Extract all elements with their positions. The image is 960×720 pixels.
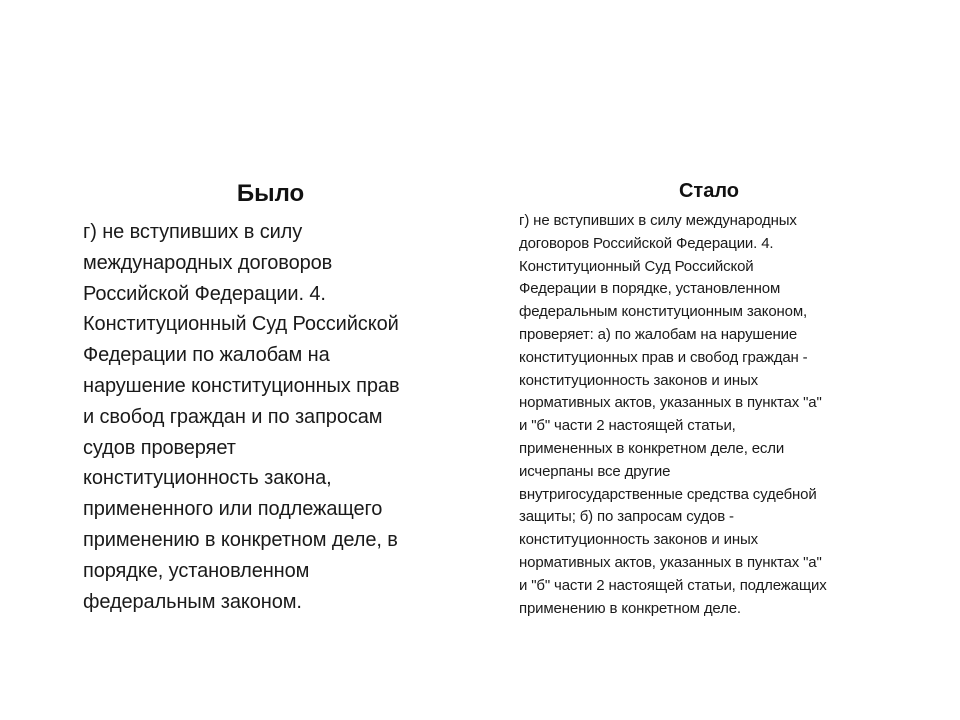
after-column bbox=[519, 178, 904, 620]
before-text: г) не вступивших в силу международных договоров Российской Федерации. 4. Конституционный Суд Российской Федерации по жалобам на нарушение конституционных прав и свобод граждан и по запросам судов проверяет конституционность закона, примененного или подлежащего применению в конкретном деле, в порядке, установленном федеральным законом. bbox=[83, 221, 400, 613]
after-text: г) не вступивших в силу международных договоров Российской Федерации. 4. Конституционный Суд Российской Федерации в порядке, установленном федеральным конституционным законом, проверяет: а) по жалобам на нарушение конституционных прав и свобод граждан - конституционность законов и иных нормативных актов, указанных в пунктах "а" и "б" части 2 настоящей статьи, примененных в конкретном деле, если исчерпаны все другие внутригосударственные средства судебной защиты; б) по запросам судов - конституционность законов и иных нормативных актов, указанных в пунктах "а" и "б" части 2 настоящей статьи, подлежащих применению в конкретном деле. bbox=[519, 212, 827, 617]
before-column bbox=[83, 176, 468, 617]
before-heading: Было bbox=[236, 180, 305, 207]
after-heading: Стало bbox=[678, 180, 740, 202]
